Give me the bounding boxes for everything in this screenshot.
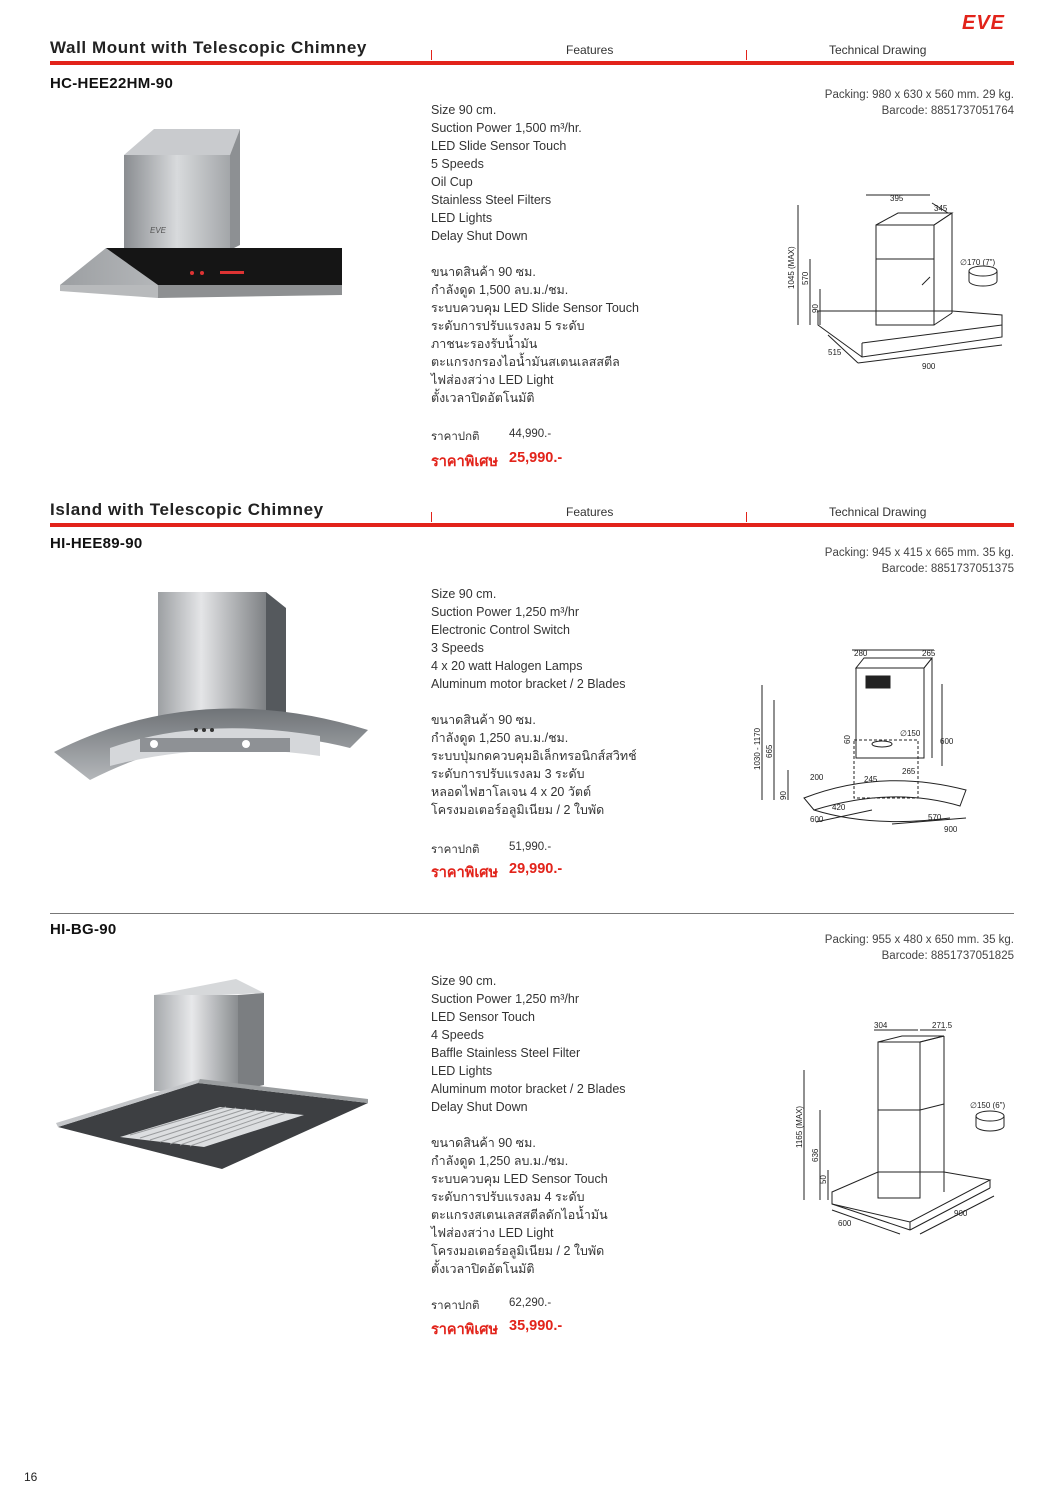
dim-width-side: 271.5 [932,1021,953,1030]
feature-item: Size 90 cm. [431,974,497,988]
brand-logo: EVE [962,12,1006,34]
packing-info [825,87,1014,119]
feature-item-th: ไฟส่องสว่าง LED Light [431,373,554,387]
features-list [431,972,626,1278]
feature-item: Suction Power 1,250 m³/hr [431,605,579,619]
feature-item: Size 90 cm. [431,587,497,601]
dim-height-total: 1030 - 1170 [753,727,762,770]
feature-item-th: ภาชนะรองรับน้ำมัน [431,337,538,351]
feature-item: Electronic Control Switch [431,623,570,637]
dim-width-front: 280 [854,649,868,658]
special-price [431,1318,563,1341]
normal-price [431,1297,552,1315]
feature-item: Suction Power 1,250 m³/hr [431,992,579,1006]
feature-item: 4 Speeds [431,1028,484,1042]
dim-height-body: 90 [779,791,788,800]
feature-item-th: ตั้งเวลาปิดอัตโนมัติ [431,1262,535,1276]
special-price-label: ราคาพิเศษ [431,454,499,470]
feature-item-th: ขนาดสินค้า 90 ซม. [431,713,536,727]
feature-item-th: หลอดไฟฮาโลเจน 4 x 20 วัตต์ [431,785,592,799]
dim-height-mid: 665 [765,744,774,758]
feature-item-th: กำลังดูด 1,500 ลบ.ม./ชม. [431,283,569,297]
dim-570: 570 [928,813,942,822]
feature-item: Size 90 cm. [431,103,497,117]
model-name: HI-HEE89-90 [50,535,143,552]
feature-item-th: ระบบปุ่มกดควบคุมอิเล็กทรอนิกส์สวิทช์ [431,749,637,763]
normal-price-value: 44,990.- [509,428,552,440]
feature-item: Oil Cup [431,175,473,189]
dim-height-chimney: 570 [801,271,810,285]
normal-price [431,841,552,859]
feature-item: Stainless Steel Filters [431,193,552,207]
dim-width-side: 265 [922,649,936,658]
header-tick [431,512,432,522]
dim-duct: ∅150 [900,729,921,738]
dim-width-side: 345 [934,204,948,213]
barcode-text: Barcode: 8851737051375 [881,563,1014,575]
header-tick [431,50,432,60]
packing-text: Packing: 945 x 415 x 665 mm. 35 kg. [824,547,1014,559]
special-price-value: 25,990.- [509,450,563,466]
technical-drawing-island-hood-flat [780,1020,1020,1240]
normal-price [431,428,552,446]
special-price-value: 29,990.- [509,861,563,877]
technical-drawing-wall-hood [780,185,1020,385]
dim-height-body: 50 [819,1175,828,1184]
packing-info [825,932,1014,964]
feature-item: Delay Shut Down [431,1100,528,1114]
feature-item: LED Lights [431,1064,493,1078]
dim-420: 420 [832,803,846,812]
dim-height-chimney: 636 [811,1148,820,1162]
feature-item-th: ขนาดสินค้า 90 ซม. [431,265,536,279]
dim-600: 600 [810,815,824,824]
special-price-label: ราคาพิเศษ [431,1322,499,1338]
feature-item: Aluminum motor bracket / 2 Blades [431,677,626,691]
feature-item: 5 Speeds [431,157,484,171]
feature-item-th: ไฟส่องสว่าง LED Light [431,1226,554,1240]
feature-item: LED Sensor Touch [431,1010,535,1024]
feature-item-th: ระดับการปรับแรงลม 5 ระดับ [431,319,585,333]
page-number: 16 [24,1470,38,1484]
dim-height-body: 90 [811,304,820,313]
dim-width-front: 395 [890,194,904,203]
features-heading: Features [566,43,614,57]
normal-price-label: ราคาปกติ [431,431,480,443]
header-tick [746,512,747,522]
feature-item-th: ตะแกรงสเตนเลสสตีลดักไอน้ำมัน [431,1208,608,1222]
dim-height-chimney: 600 [940,737,954,746]
packing-info [825,545,1014,577]
dim-duct: ∅170 (7") [960,258,996,267]
feature-item-th: กำลังดูด 1,250 ลบ.ม./ชม. [431,1154,569,1168]
header-tick [746,50,747,60]
normal-price-label: ราคาปกติ [431,844,480,856]
features-list [431,101,639,407]
technical-drawing-island-hood-curved [752,640,982,840]
feature-item-th: โครงมอเตอร์อลูมิเนียม / 2 ใบพัด [431,803,605,817]
feature-item-th: ระบบควบคุม LED Sensor Touch [431,1172,608,1186]
features-heading: Features [566,505,614,519]
feature-item: Aluminum motor bracket / 2 Blades [431,1082,626,1096]
feature-item: Delay Shut Down [431,229,528,243]
dim-width: 900 [944,825,958,834]
features-list [431,585,637,819]
feature-item: 3 Speeds [431,641,484,655]
section-divider [50,523,1014,527]
dim-duct: ∅150 (6") [970,1101,1006,1110]
normal-price-value: 62,290.- [509,1297,552,1309]
dim-depth: 515 [828,348,842,357]
special-price-label: ราคาพิเศษ [431,865,499,881]
product-photo-wall-hood [50,125,350,305]
dim-60: 60 [843,735,852,744]
product-divider [50,913,1014,914]
feature-item-th: ขนาดสินค้า 90 ซม. [431,1136,536,1150]
feature-item-th: ระดับการปรับแรงลม 4 ระดับ [431,1190,585,1204]
normal-price-label: ราคาปกติ [431,1300,480,1312]
product-photo-island-hood-curved [50,588,380,788]
section-divider [50,61,1014,65]
product-photo-island-hood-flat [50,975,380,1175]
feature-item: Baffle Stainless Steel Filter [431,1046,581,1060]
packing-text: Packing: 955 x 480 x 650 mm. 35 kg. [824,934,1014,946]
dim-height-max: 1165 (MAX) [795,1105,804,1148]
model-name: HC-HEE22HM-90 [50,75,174,92]
special-price [431,861,563,884]
packing-text: Packing: 980 x 630 x 560 mm. 29 kg. [824,89,1014,101]
section-title-island: Island with Telescopic Chimney [50,500,324,519]
barcode-text: Barcode: 8851737051764 [881,105,1014,117]
feature-item-th: โครงมอเตอร์อลูมิเนียม / 2 ใบพัด [431,1244,605,1258]
special-price-value: 35,990.- [509,1318,563,1334]
feature-item: 4 x 20 watt Halogen Lamps [431,659,583,673]
dim-width: 900 [922,362,936,371]
feature-item-th: กำลังดูด 1,250 ลบ.ม./ชม. [431,731,569,745]
feature-item: LED Lights [431,211,493,225]
dim-height-max: 1045 (MAX) [787,246,796,289]
hood-brand-mark: EVE [150,226,167,235]
section-title-wall-mount: Wall Mount with Telescopic Chimney [50,38,367,57]
dim-width: 900 [954,1209,968,1218]
special-price [431,450,563,473]
dim-245: 245 [864,775,878,784]
normal-price-value: 51,990.- [509,841,552,853]
feature-item-th: ระบบควบคุม LED Slide Sensor Touch [431,301,639,315]
dim-width-front: 304 [874,1021,888,1030]
feature-item-th: ตะแกรงกรองไอน้ำมันสเตนเลสสตีล [431,355,620,369]
technical-drawing-heading: Technical Drawing [829,43,927,57]
dim-200: 200 [810,773,824,782]
dim-265: 265 [902,767,916,776]
technical-drawing-heading: Technical Drawing [829,505,927,519]
barcode-text: Barcode: 8851737051825 [881,950,1014,962]
feature-item-th: ตั้งเวลาปิดอัตโนมัติ [431,391,535,405]
dim-depth: 600 [838,1219,852,1228]
feature-item: Suction Power 1,500 m³/hr. [431,121,582,135]
feature-item-th: ระดับการปรับแรงลม 3 ระดับ [431,767,585,781]
feature-item: LED Slide Sensor Touch [431,139,567,153]
model-name: HI-BG-90 [50,921,117,938]
